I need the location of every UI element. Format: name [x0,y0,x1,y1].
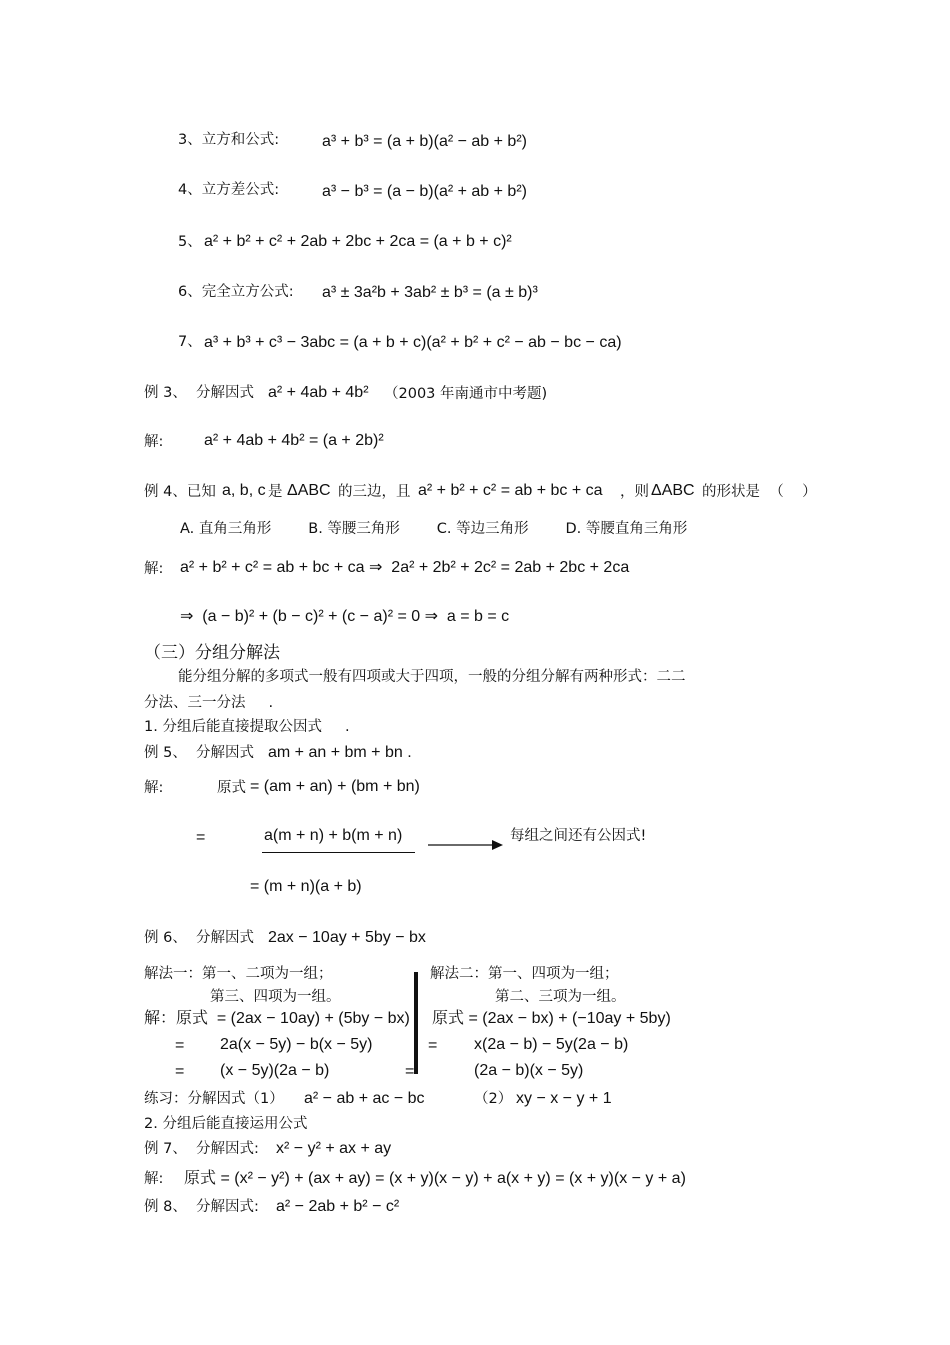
example-5-underline [262,852,415,853]
point-1: 1. 分组后能直接提取公因式 . [144,719,350,735]
example-4-solution-line-2: ⇒ (a − b)² + (b − c)² + (c − a)² = 0 ⇒ a = b = c [180,608,510,625]
example-8-label: 例 8、 分解因式: [144,1199,259,1215]
section-intro-line-2: 分法、三一分法 . [144,695,274,711]
method-2-line-3: (2a − b)(x − 5y) [474,1062,584,1079]
formula-7: a³ + b³ + c³ − 3abc = (a + b + c)(a² + b² + c² − ab − bc − ca) [204,334,622,351]
practice-2: xy − x − y + 1 [516,1090,612,1107]
example-4-solution-label: 解: [144,561,164,577]
example-5-equals-2: = [196,829,206,846]
method-1-line-2: 2a(x − 5y) − b(x − 5y) [220,1036,373,1053]
method-2-title: 解法二：第一、四项为一组； [430,966,619,982]
example-4-solution-line-1: a² + b² + c² = ab + bc + ca ⇒ 2a² + 2b² + 2c² = 2ab + 2bc + 2ca [180,559,630,576]
practice-1: a² − ab + ac − bc [304,1090,425,1107]
example-4-condition: a² + b² + c² = ab + bc + ca [418,482,603,499]
example-5-step-3: = (m + n)(a + b) [250,878,362,895]
method-1-title: 解法一：第一、二项为一组； [144,966,333,982]
formula-3: a³ + b³ = (a + b)(a² − ab + b²) [322,133,527,150]
formula-6: a³ ± 3a²b + 3ab² ± b³ = (a ± b)³ [322,284,538,301]
method-2-subtitle: 第二、三项为一组。 [495,989,626,1005]
example-3-label: 例 3、 分解因式 [144,385,255,401]
point-2: 2. 分组后能直接运用公式 [144,1116,308,1132]
formula-4-label: 4、立方差公式: [178,182,280,198]
example-4-label: 例 4、已知 [144,484,216,500]
example-5-note: 每组之间还有公因式! [510,828,647,844]
method-1-equals-3: = [175,1063,185,1080]
formula-5: a² + b² + c² + 2ab + 2bc + 2ca = (a + b + c)² [204,233,512,250]
formula-5-label: 5、 [178,234,202,250]
example-7-expression: x² − y² + ax + ay [276,1140,392,1157]
example-3-solution: a² + 4ab + 4b² = (a + 2b)² [204,432,384,449]
example-4-triangle-2: ΔABC [651,482,695,499]
example-7-solution-label: 解: [144,1171,164,1187]
method-1-line-3: (x − 5y)(2a − b) [220,1062,330,1079]
method-divider [414,972,418,1074]
method-2-line-1: 原式 = (2ax − bx) + (−10ay + 5by) [432,1010,671,1027]
arrow-right-icon [428,838,504,852]
example-7-solution: 原式 = (x² − y²) + (ax + ay) = (x + y)(x − y) + a(x + y) = (x + y)(x − y + a) [184,1170,686,1187]
example-4-variables: a, b, c [222,482,266,499]
formula-4: a³ − b³ = (a − b)(a² + ab + b²) [322,183,527,200]
section-title: （三）分组分解法 [144,643,280,663]
method-1-equals-4: = [405,1063,415,1080]
example-5-label: 例 5、 分解因式 [144,745,255,761]
example-6-label: 例 6、 分解因式 [144,930,255,946]
example-8-expression: a² − 2ab + b² − c² [276,1198,400,1215]
example-5-solution-label: 解: [144,780,164,796]
method-1-line-1: 解：原式 = (2ax − 10ay) + (5by − bx) [144,1010,410,1027]
example-5-step-2: a(m + n) + b(m + n) [264,827,403,844]
example-4-text-shi: 是 [268,484,283,500]
example-5-step-1: = (am + an) + (bm + bn) [250,778,420,795]
example-6-expression: 2ax − 10ay + 5by − bx [268,929,426,946]
formula-6-label: 6、完全立方公式: [178,284,294,300]
practice-label: 练习：分解因式（1） [144,1091,284,1107]
method-2-equals-2: = [428,1037,438,1054]
method-1-equals-2: = [175,1037,185,1054]
example-3-note: （2003 年南通市中考题) [384,386,548,402]
example-4-triangle-1: ΔABC [287,482,331,499]
example-5-original-label: 原式 [217,780,246,796]
example-4-options: A. 直角三角形 B. 等腰三角形 C. 等边三角形 D. 等腰直角三角形 [180,521,688,537]
formula-7-label: 7、 [178,334,202,350]
example-4-text-sides: 的三边，且 [338,484,411,500]
example-5-expression: am + an + bm + bn . [268,744,412,761]
formula-3-label: 3、立方和公式: [178,132,280,148]
method-2-line-2: x(2a − b) − 5y(2a − b) [474,1036,629,1053]
example-3-solution-label: 解: [144,434,164,450]
practice-2-label: （2） [474,1091,513,1107]
example-7-label: 例 7、 分解因式: [144,1141,259,1157]
example-3-expression: a² + 4ab + 4b² [268,384,369,401]
method-1-subtitle: 第三、四项为一组。 [210,989,341,1005]
example-4-text-shape: 的形状是 （ ） [702,484,817,500]
example-4-text-then: ，则 [620,484,649,500]
section-intro-line-1: 能分组分解的多项式一般有四项或大于四项，一般的分组分解有两种形式：二二 [178,669,686,685]
